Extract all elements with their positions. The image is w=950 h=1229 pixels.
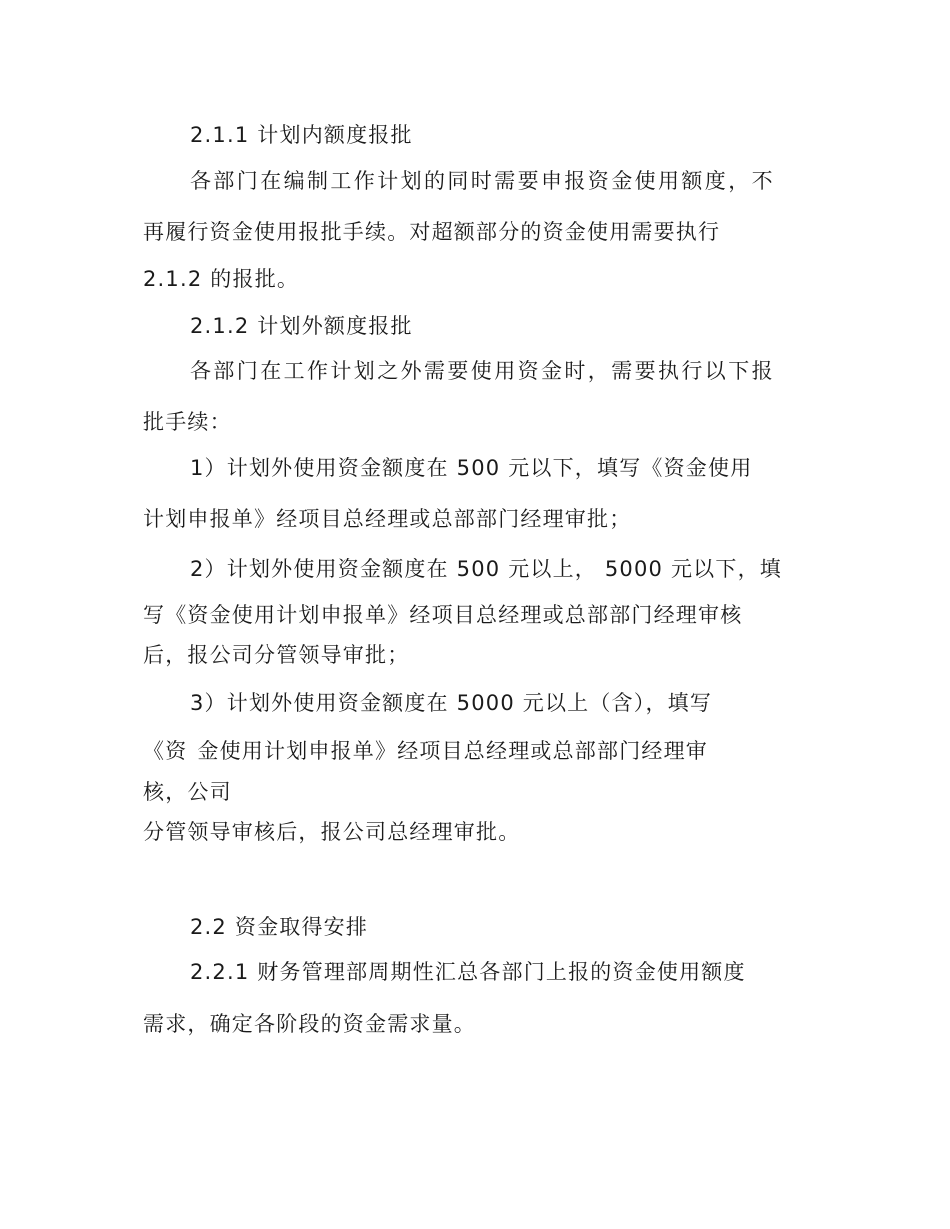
- paragraph-line: 2.2.1 财务管理部周期性汇总各部门上报的资金使用额度: [190, 960, 746, 984]
- paragraph-line: 各部门在工作计划之外需要使用资金时，需要执行以下报: [190, 359, 775, 383]
- list-item-line: 后，报公司分管领导审批；: [143, 643, 410, 667]
- heading-2-1-2: 2.1.2 计划外额度报批: [190, 314, 413, 338]
- heading-2-1-1: 2.1.1 计划内额度报批: [190, 123, 413, 147]
- list-item-line: 分管领导审核后，报公司总经理审批。: [143, 820, 521, 844]
- list-item-line: 写《资金使用计划申报单》经项目总经理或总部部门经理审核: [143, 603, 743, 627]
- paragraph-line: 再履行资金使用报批手续。对超额部分的资金使用需要执行: [143, 220, 721, 244]
- paragraph-line: 2.1.2 的报批。: [143, 267, 300, 291]
- heading-2-2: 2.2 资金取得安排: [190, 915, 369, 939]
- paragraph-line: 需求，确定各阶段的资金需求量。: [143, 1012, 476, 1036]
- list-item-line: 计划申报单》经项目总经理或总部部门经理审批；: [143, 507, 632, 531]
- paragraph-line: 各部门在编制工作计划的同时需要申报资金使用额度，不: [190, 169, 775, 193]
- list-item-fragment: 《资: [143, 739, 188, 763]
- list-item-line: 1）计划外使用资金额度在 500 元以下，填写《资金使用: [190, 456, 753, 480]
- list-item-line: 核，公司: [143, 780, 232, 804]
- list-item-line: [143, 737, 708, 765]
- list-item-line: 3）计划外使用资金额度在 5000 元以上（含），填写: [190, 691, 713, 715]
- list-item-fragment: 金使用计划申报单》经项目总经理或总部部门经理审: [197, 739, 709, 763]
- paragraph-line: 批手续：: [143, 410, 232, 434]
- list-item-line: 2）计划外使用资金额度在 500 元以上， 5000 元以下，填: [190, 557, 782, 581]
